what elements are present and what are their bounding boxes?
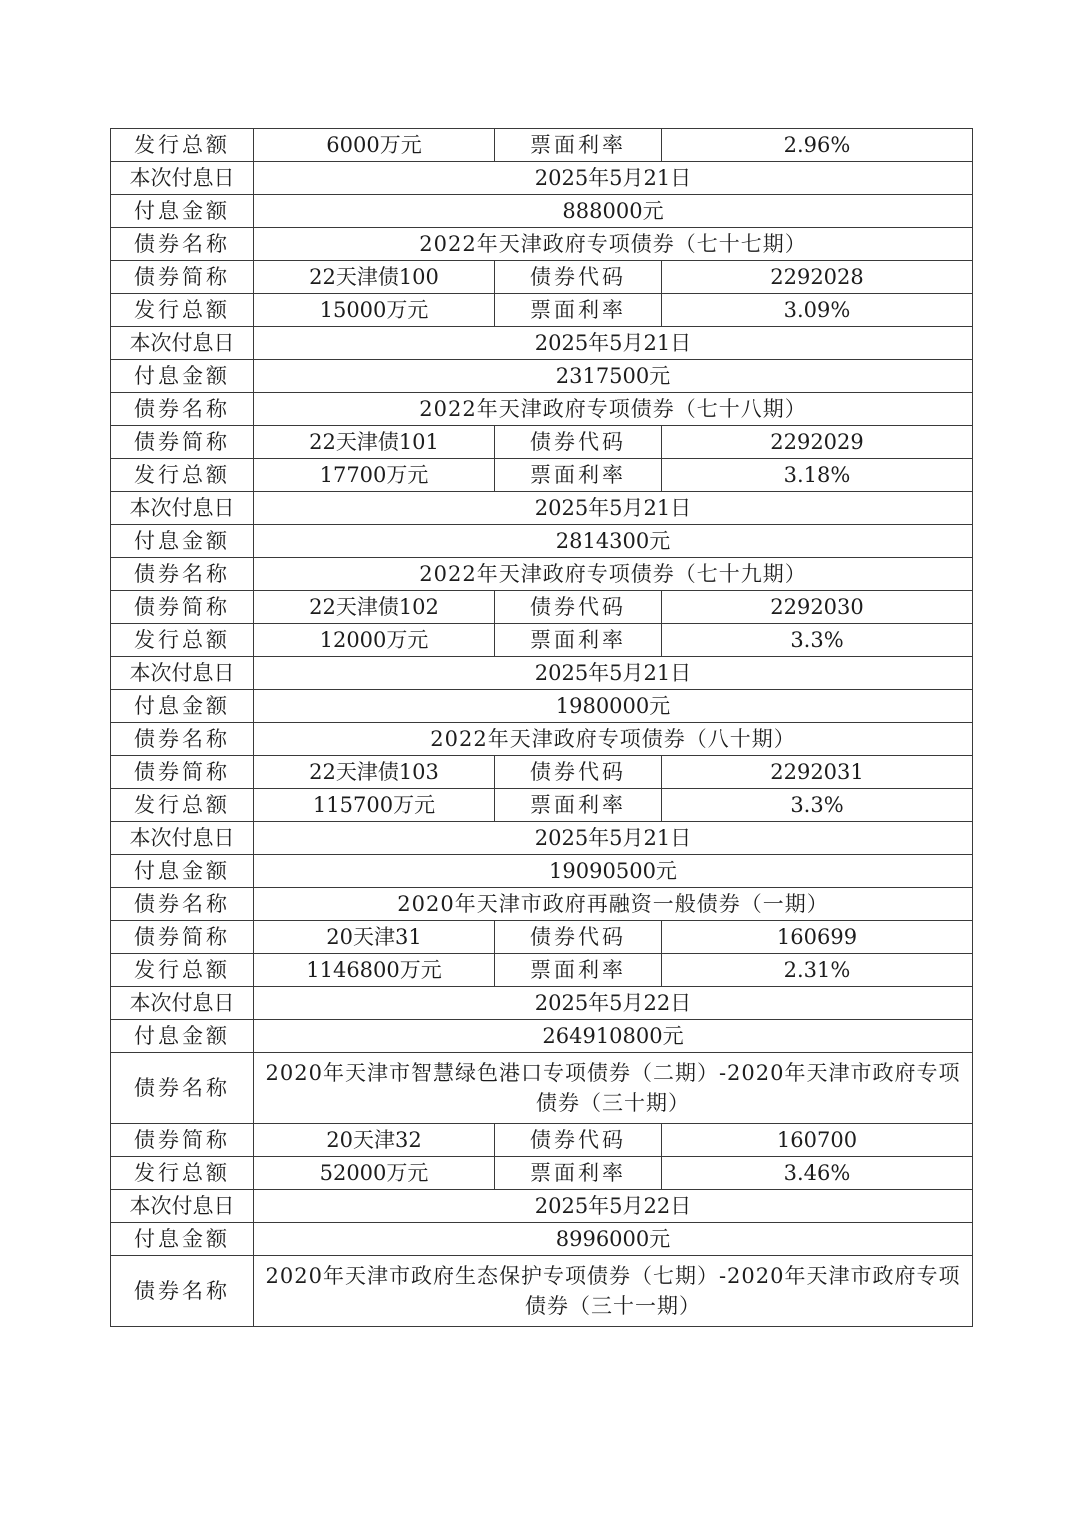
label-short-name: 债券简称 <box>111 756 254 789</box>
coupon-rate-value: 2.96% <box>662 129 973 162</box>
table-row <box>111 855 973 888</box>
label-bond-code: 债券代码 <box>495 261 662 294</box>
label-issue-amount: 发行总额 <box>111 789 254 822</box>
label-payment-amount: 付息金额 <box>111 360 254 393</box>
table-row <box>111 921 973 954</box>
label-issue-amount: 发行总额 <box>111 954 254 987</box>
label-issue-amount: 发行总额 <box>111 294 254 327</box>
label-coupon-rate: 票面利率 <box>495 1157 662 1190</box>
table-row <box>111 1124 973 1157</box>
label-bond-name: 债券名称 <box>111 393 254 426</box>
table-row <box>111 1190 973 1223</box>
table-row <box>111 756 973 789</box>
label-payment-date: 本次付息日 <box>111 327 254 360</box>
label-bond-code: 债券代码 <box>495 591 662 624</box>
label-payment-amount: 付息金额 <box>111 195 254 228</box>
table-row <box>111 591 973 624</box>
issue-amount-value: 6000万元 <box>254 129 495 162</box>
label-issue-amount: 发行总额 <box>111 624 254 657</box>
label-payment-date: 本次付息日 <box>111 1190 254 1223</box>
payment-date-value: 2025年5月22日 <box>254 1190 973 1223</box>
label-coupon-rate: 票面利率 <box>495 624 662 657</box>
short-name-value: 22天津债101 <box>254 426 495 459</box>
label-coupon-rate: 票面利率 <box>495 954 662 987</box>
short-name-value: 22天津债102 <box>254 591 495 624</box>
table-row <box>111 1020 973 1053</box>
bond-interest-table <box>110 128 973 1327</box>
short-name-value: 22天津债100 <box>254 261 495 294</box>
table-row <box>111 1256 973 1327</box>
short-name-value: 22天津债103 <box>254 756 495 789</box>
label-payment-amount: 付息金额 <box>111 855 254 888</box>
payment-amount-value: 8996000元 <box>254 1223 973 1256</box>
payment-amount-value: 2317500元 <box>254 360 973 393</box>
bond-name-value: 2020年天津市政府生态保护专项债券（七期）-2020年天津市政府专项债券（三十一期） <box>254 1256 973 1327</box>
payment-date-value: 2025年5月21日 <box>254 822 973 855</box>
coupon-rate-value: 3.09% <box>662 294 973 327</box>
table-row <box>111 789 973 822</box>
table-row <box>111 393 973 426</box>
table-row <box>111 723 973 756</box>
table-row <box>111 360 973 393</box>
bond-code-value: 160699 <box>662 921 973 954</box>
table-row <box>111 657 973 690</box>
payment-date-value: 2025年5月21日 <box>254 162 973 195</box>
bond-code-value: 160700 <box>662 1124 973 1157</box>
issue-amount-value: 1146800万元 <box>254 954 495 987</box>
payment-date-value: 2025年5月21日 <box>254 492 973 525</box>
label-bond-name: 债券名称 <box>111 1053 254 1124</box>
bonds-body <box>111 228 973 1256</box>
label-coupon-rate: 票面利率 <box>495 294 662 327</box>
label-payment-amount: 付息金额 <box>111 690 254 723</box>
label-short-name: 债券简称 <box>111 1124 254 1157</box>
table-row <box>111 459 973 492</box>
table-row <box>111 261 973 294</box>
bond-code-value: 2292031 <box>662 756 973 789</box>
table-row <box>111 987 973 1020</box>
table-row <box>111 426 973 459</box>
issue-amount-value: 15000万元 <box>254 294 495 327</box>
payment-amount-value: 264910800元 <box>254 1020 973 1053</box>
payment-date-value: 2025年5月21日 <box>254 657 973 690</box>
table-row <box>111 1053 973 1124</box>
table-row <box>111 1157 973 1190</box>
label-coupon-rate: 票面利率 <box>495 459 662 492</box>
label-coupon-rate: 票面利率 <box>495 789 662 822</box>
label-bond-name: 债券名称 <box>111 558 254 591</box>
table-body <box>111 129 973 228</box>
label-bond-code: 债券代码 <box>495 1124 662 1157</box>
bond-name-value: 2022年天津政府专项债券（七十八期） <box>254 393 973 426</box>
label-payment-amount: 付息金额 <box>111 1223 254 1256</box>
coupon-rate-value: 2.31% <box>662 954 973 987</box>
label-bond-code: 债券代码 <box>495 921 662 954</box>
label-bond-code: 债券代码 <box>495 426 662 459</box>
label-issue-amount: 发行总额 <box>111 129 254 162</box>
bond-name-value: 2020年天津市政府再融资一般债券（一期） <box>254 888 973 921</box>
payment-amount-value: 1980000元 <box>254 690 973 723</box>
table-row <box>111 492 973 525</box>
label-payment-amount: 付息金额 <box>111 1020 254 1053</box>
label-short-name: 债券简称 <box>111 591 254 624</box>
label-short-name: 债券简称 <box>111 261 254 294</box>
label-bond-name: 债券名称 <box>111 1256 254 1327</box>
label-short-name: 债券简称 <box>111 426 254 459</box>
bond-code-value: 2292029 <box>662 426 973 459</box>
bond-name-value: 2022年天津政府专项债券（七十九期） <box>254 558 973 591</box>
label-payment-date: 本次付息日 <box>111 657 254 690</box>
coupon-rate-value: 3.3% <box>662 789 973 822</box>
table-row <box>111 162 973 195</box>
payment-amount-value: 19090500元 <box>254 855 973 888</box>
table-row <box>111 822 973 855</box>
last-bond-body <box>111 1256 973 1327</box>
payment-date-value: 2025年5月21日 <box>254 327 973 360</box>
bond-name-value: 2020年天津市智慧绿色港口专项债券（二期）-2020年天津市政府专项债券（三十期） <box>254 1053 973 1124</box>
bond-name-value: 2022年天津政府专项债券（八十期） <box>254 723 973 756</box>
table-row <box>111 228 973 261</box>
bond-code-value: 2292030 <box>662 591 973 624</box>
table-row <box>111 954 973 987</box>
payment-amount-value: 888000元 <box>254 195 973 228</box>
table-row <box>111 525 973 558</box>
table-row <box>111 690 973 723</box>
label-coupon-rate: 票面利率 <box>495 129 662 162</box>
short-name-value: 20天津31 <box>254 921 495 954</box>
table-row <box>111 294 973 327</box>
issue-amount-value: 115700万元 <box>254 789 495 822</box>
label-bond-name: 债券名称 <box>111 723 254 756</box>
coupon-rate-value: 3.18% <box>662 459 973 492</box>
label-short-name: 债券简称 <box>111 921 254 954</box>
table-row <box>111 1223 973 1256</box>
table-row <box>111 624 973 657</box>
table-row <box>111 558 973 591</box>
label-payment-date: 本次付息日 <box>111 822 254 855</box>
table-row <box>111 195 973 228</box>
label-payment-amount: 付息金额 <box>111 525 254 558</box>
payment-date-value: 2025年5月22日 <box>254 987 973 1020</box>
issue-amount-value: 52000万元 <box>254 1157 495 1190</box>
label-payment-date: 本次付息日 <box>111 162 254 195</box>
label-bond-name: 债券名称 <box>111 888 254 921</box>
table-row <box>111 888 973 921</box>
coupon-rate-value: 3.3% <box>662 624 973 657</box>
label-issue-amount: 发行总额 <box>111 1157 254 1190</box>
short-name-value: 20天津32 <box>254 1124 495 1157</box>
label-issue-amount: 发行总额 <box>111 459 254 492</box>
issue-amount-value: 12000万元 <box>254 624 495 657</box>
coupon-rate-value: 3.46% <box>662 1157 973 1190</box>
table-row <box>111 327 973 360</box>
issue-amount-value: 17700万元 <box>254 459 495 492</box>
label-bond-name: 债券名称 <box>111 228 254 261</box>
label-bond-code: 债券代码 <box>495 756 662 789</box>
bond-code-value: 2292028 <box>662 261 973 294</box>
bond-name-value: 2022年天津政府专项债券（七十七期） <box>254 228 973 261</box>
payment-amount-value: 2814300元 <box>254 525 973 558</box>
label-payment-date: 本次付息日 <box>111 492 254 525</box>
table-row <box>111 129 973 162</box>
label-payment-date: 本次付息日 <box>111 987 254 1020</box>
